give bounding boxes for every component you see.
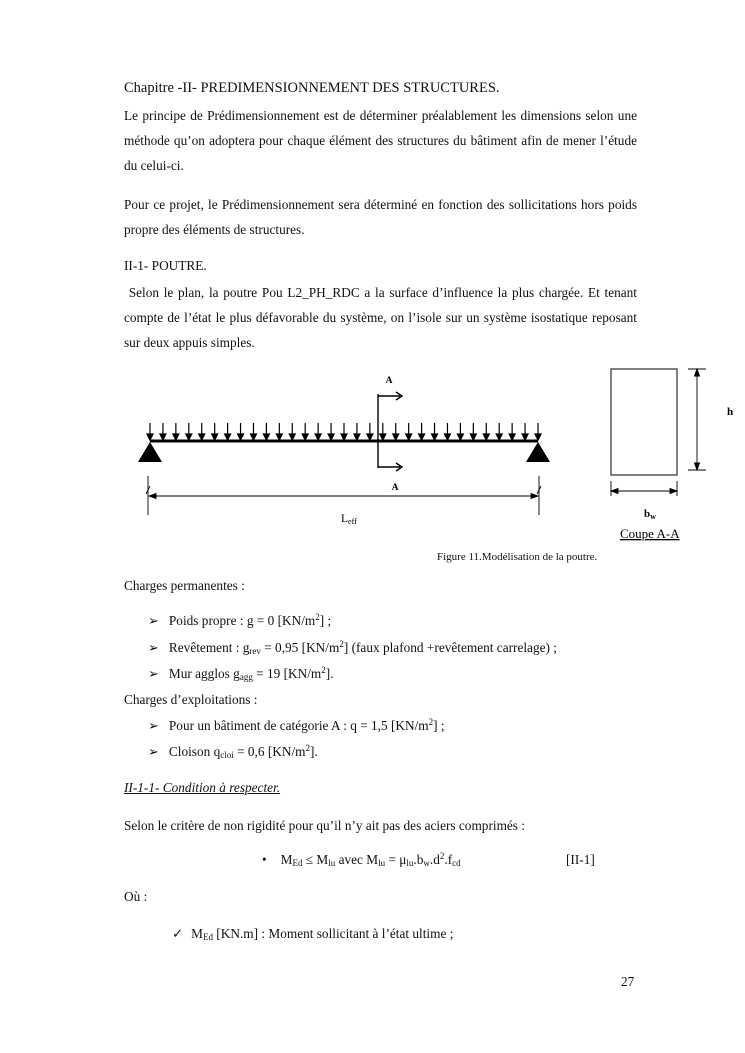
section-label-bottom: A: [391, 483, 399, 493]
beam-paragraph: Selon le plan, la poutre Pou L2_PH_RDC a la surface d’influence la plus chargée. Et tenant compte de l’état le plus défavorable du système, on l’isole sur un système isostatique reposant sur deux appuis simples.: [124, 285, 641, 350]
section-cut-marker: [378, 392, 402, 471]
load-arrow-head: [199, 434, 205, 440]
load-arrow-head: [457, 434, 463, 440]
load-arrow-head: [289, 434, 295, 440]
permanent-load-item: ➢ Poids propre : g = 0 $[KN/m^2]$ ;: [148, 612, 332, 629]
live-loads-heading: Charges d’exploitations :: [124, 692, 258, 707]
section-label-top: A: [385, 376, 393, 386]
cross-section-rect: [611, 369, 677, 475]
page-number: 27: [621, 974, 635, 989]
permanent-load-item: ➢ Mur agglos $g_{agg} = 19$ $[KN/m^2]$.: [148, 665, 334, 682]
load-arrow-head: [354, 434, 360, 440]
intro-paragraph: Le principe de Prédimensionnement est de déterminer préalablement les dimensions selon une méthode qu’on adoptera pour chaque élément des structures du bâtiment afin de mener l’étude du celui-ci.: [124, 108, 637, 173]
figure-caption: Figure 11.Modélisation de la poutre.: [437, 551, 598, 563]
load-arrow-head: [483, 434, 489, 440]
arrow-bullet-icon: ➢: [148, 667, 159, 682]
load-arrow-head: [341, 434, 347, 440]
permanent-load-item: ➢ Revêtement : $g_{rev} = 0,95$ $[KN/m^2]$ (faux plafond +revêtement carrelage) ;: [148, 639, 557, 656]
formula-line: • $M_{Ed} \le M_{lu}$ avec $M_{lu} = \mu_{lu}.b_w.d^2.f_{cd}$: [262, 851, 461, 868]
arrow-bullet-icon: ➢: [148, 614, 159, 629]
formula-reference: [II-1]: [566, 852, 595, 867]
subsection-heading: II-1-1- Condition à respecter.: [124, 780, 281, 795]
load-arrow-head: [393, 434, 399, 440]
bullet-dot-icon: •: [262, 852, 267, 867]
section-title: Coupe A-A: [620, 526, 680, 541]
project-paragraph: Pour ce projet, le Prédimensionnement sera déterminé en fonction des sollicitations hors poids propre des éléments de structures.: [124, 197, 637, 237]
checkmark-icon: ✓: [172, 927, 184, 942]
height-label: h: [727, 406, 734, 418]
load-arrow-head: [302, 434, 308, 440]
load-arrow-head: [328, 434, 334, 440]
load-arrow-head: [470, 434, 476, 440]
load-arrow-head: [173, 434, 179, 440]
ou-label: Où :: [124, 889, 148, 904]
criterion-text: Selon le critère de non rigidité pour qu’il n’y ait pas des aciers comprimés :: [124, 818, 526, 833]
right-support-icon: [526, 442, 550, 462]
load-arrow-head: [315, 434, 321, 440]
load-arrow-head: [367, 434, 373, 440]
load-arrow-head: [238, 434, 244, 440]
load-arrow-head: [186, 434, 192, 440]
width-label: bw: [644, 508, 656, 521]
live-load-item: ➢ Cloison $q_{cloi} = 0,6$ $[KN/m^2]$.: [148, 743, 318, 760]
height-dimension: [688, 369, 706, 470]
load-arrow-head: [432, 434, 438, 440]
chapter-title: Chapitre -II- PREDIMENSIONNEMENT DES STRUCTURES.: [124, 80, 500, 96]
load-arrow-head: [160, 434, 166, 440]
load-arrow-head: [406, 434, 412, 440]
arrow-bullet-icon: ➢: [148, 719, 159, 734]
load-arrow-head: [380, 434, 386, 440]
load-arrow-head: [225, 434, 231, 440]
distributed-load-arrows: [147, 423, 541, 440]
section-heading: II-1- POUTRE.: [124, 258, 207, 273]
load-arrow-head: [419, 434, 425, 440]
permanent-loads-heading: Charges permanentes :: [124, 578, 245, 593]
span-label: Leff: [341, 513, 357, 526]
load-arrow-head: [535, 434, 541, 440]
arrow-bullet-icon: ➢: [148, 745, 159, 760]
width-dimension: [611, 481, 677, 496]
load-arrow-head: [147, 434, 153, 440]
load-arrow-head: [522, 434, 528, 440]
load-arrow-head: [263, 434, 269, 440]
definition-item: ✓ $M_{Ed}$ [KN.m] : Moment sollicitant à l’état ultime ;: [172, 926, 454, 942]
beam-model-figure: [0, 360, 745, 560]
live-load-item: ➢ Pour un bâtiment de catégorie A : q = 1,5 $[KN/m^2]$ ;: [148, 717, 445, 734]
load-arrow-head: [496, 434, 502, 440]
load-arrow-head: [509, 434, 515, 440]
load-arrow-head: [444, 434, 450, 440]
left-support-icon: [138, 442, 162, 462]
span-dimension: [146, 476, 541, 515]
load-arrow-head: [276, 434, 282, 440]
arrow-bullet-icon: ➢: [148, 641, 159, 656]
load-arrow-head: [212, 434, 218, 440]
load-arrow-head: [250, 434, 256, 440]
